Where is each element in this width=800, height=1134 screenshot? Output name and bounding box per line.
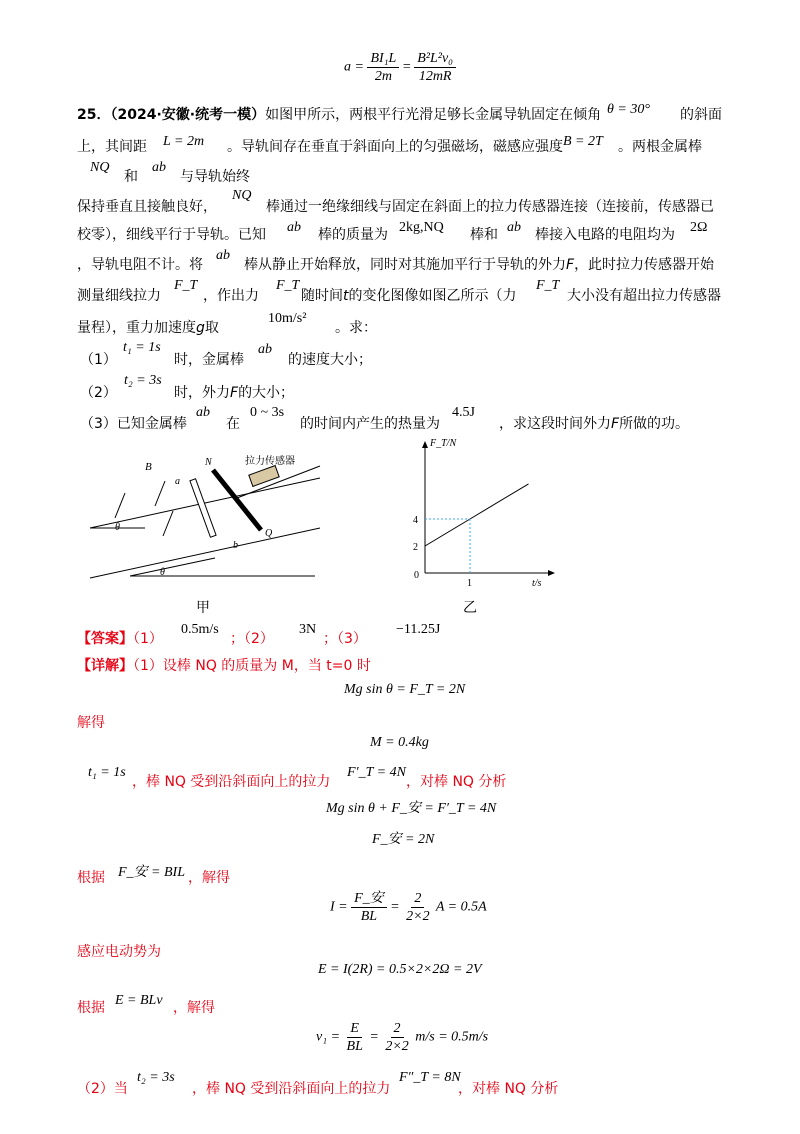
detail-text: 解得 [77, 715, 105, 731]
rod-nq: NQ [90, 160, 110, 175]
equation-7: v₁ = $\frac{E}{BL}$ = $\frac{2}{2\times 2}$ m/s = 0.5m/s [316, 1021, 489, 1054]
text-fragment: 。求： [335, 320, 377, 336]
equation-1: Mg sin θ = F_T = 2N [344, 682, 466, 697]
y-tick-label: 4 [413, 515, 418, 526]
label-n: N [205, 457, 212, 468]
figure-right-caption: 乙 [463, 600, 477, 616]
rod-ab-shape [190, 479, 216, 537]
text-fragment: 时，外力F的大小； [174, 385, 295, 401]
resistance-value: 2Ω [690, 220, 708, 235]
text-fragment: 棒通过一绝缘细线与固定在斜面上的拉力传感器连接（连接前，传感器已 [266, 199, 714, 215]
tension-time-chart [400, 438, 560, 588]
detail-text: 根据 [77, 870, 105, 886]
equation-5: I = $\frac{\text{F\_安}}{BL}$ = $\frac{2}{2\times 2}$ A = 0.5A [330, 891, 487, 924]
distance-value: L = 2m [163, 134, 205, 149]
rail-line [90, 528, 320, 578]
emf-formula: E = BLv [115, 993, 163, 1008]
time-value: t₂ = 3s [137, 1070, 175, 1085]
question-3: （3）已知金属棒 [80, 416, 187, 432]
string-line [237, 466, 320, 498]
figure-rails-diagram [85, 448, 325, 618]
text-fragment: 棒和 [470, 227, 498, 243]
question-2: （2） [80, 385, 117, 401]
text-fragment: 的速度大小； [288, 352, 372, 368]
text-fragment: ，作出力 [203, 288, 259, 304]
answer-2: 3N [299, 622, 317, 637]
text-fragment: 与导轨始终 [180, 169, 250, 185]
b-arrow [155, 481, 165, 506]
field-value: B = 2T [563, 134, 603, 149]
text-fragment: 时，金属棒 [174, 352, 244, 368]
series-line [425, 484, 529, 546]
label-theta: θ [115, 522, 120, 533]
x-tick-label: 1 [467, 578, 472, 588]
y-axis-label: F_T/N [430, 438, 457, 449]
gravity-value: 10m/s² [268, 311, 307, 326]
detail-text: ，解得 [173, 1000, 215, 1016]
b-arrow [115, 493, 125, 518]
answer-3: −11.25J [396, 622, 441, 637]
rod-ab: ab [287, 220, 301, 235]
top-formula: a = $\frac{\text{BI₁L}}{2m}$ = $\frac{\text{B²L²v₀}}{12mR}$ [344, 50, 456, 85]
equation-3: Mg sin θ + F_安 = F′_T = 4N [326, 801, 497, 816]
ampere-formula: F_安 = BIL [118, 865, 185, 880]
rod-ab: ab [258, 342, 272, 357]
text-fragment: 棒的质量为 [318, 227, 388, 243]
text-fragment: ，求这段时间外力F所做的功。 [499, 416, 690, 432]
equation-6: E = I(2R) = 0.5×2×2Ω = 2V [318, 962, 482, 977]
detail-text: （2）当 [77, 1081, 128, 1097]
time-value: t₁ = 1s [88, 765, 126, 780]
detail-text: ，棒 NQ 受到沿斜面向上的拉力 [132, 774, 331, 790]
detail-text: 感应电动势为 [77, 944, 161, 960]
detail-intro: 【详解】（1）设棒 NQ 的质量为 M，当 t=0 时 [77, 658, 371, 674]
text-fragment: 上，其间距 [77, 139, 147, 155]
tension-symbol: F_T [276, 278, 300, 293]
text-fragment: 棒从静止开始释放，同时对其施加平行于导轨的外力F，此时拉力传感器开始 [244, 257, 715, 273]
label-b-end: b [233, 540, 238, 551]
label-a: a [175, 476, 180, 487]
tension-value: F″_T = 8N [399, 1070, 461, 1085]
answer-line: 【答案】（1） [77, 631, 163, 647]
mass-value: 2kg,NQ [399, 220, 444, 235]
tension-symbol: F_T [174, 278, 198, 293]
tension-value: F′_T = 4N [347, 765, 406, 780]
text-fragment: 。导轨间存在垂直于斜面向上的匀强磁场，磁感应强度 [227, 139, 563, 155]
x-axis-label: t/s [532, 578, 542, 588]
x-axis-arrow [548, 570, 555, 576]
label-q: Q [265, 528, 273, 539]
theta-value: θ = 30° [607, 102, 650, 117]
detail-text: ，解得 [188, 870, 230, 886]
text-fragment: 校零），细线平行于导轨。已知 [77, 227, 266, 243]
equation-4: F_安 = 2N [372, 832, 435, 847]
text-fragment: 的斜面 [680, 107, 722, 123]
problem-line-1: 25．（2024·安徽·统考一模）如图甲所示，两根平行光滑足够长金属导轨固定在倾角 [77, 107, 602, 123]
detail-text: ，棒 NQ 受到沿斜面向上的拉力 [192, 1081, 391, 1097]
tension-symbol: F_T [536, 278, 560, 293]
time-range: 0 ~ 3s [250, 405, 285, 420]
text-fragment: 测量细线拉力 [77, 288, 161, 304]
text-fragment: 量程），重力加速度g取 [77, 320, 219, 336]
time-value: t₂ = 3s [124, 373, 162, 388]
answer-separator: ；（2） [230, 631, 274, 647]
b-arrow [163, 511, 173, 536]
label-theta: θ [160, 567, 165, 578]
text-fragment: 棒接入电路的电阻均为 [535, 227, 675, 243]
text-fragment: ，导轨电阻不计。将 [77, 257, 203, 273]
text-fragment: 随时间t的变化图像如图乙所示（力 [301, 288, 517, 304]
label-b-field: B [145, 461, 152, 473]
origin-label: 0 [414, 570, 419, 581]
y-axis-arrow [422, 441, 428, 448]
text-fragment: 在 [226, 416, 240, 432]
detail-text: ，对棒 NQ 分析 [406, 774, 507, 790]
text-fragment: 。两根金属棒 [618, 139, 702, 155]
figure-left-caption: 甲 [196, 600, 210, 616]
time-value: t₁ = 1s [123, 340, 161, 355]
y-tick-label: 2 [413, 542, 418, 553]
answer-1: 0.5m/s [181, 622, 219, 637]
rod-nq: NQ [232, 188, 252, 203]
rod-ab: ab [507, 220, 521, 235]
rod-ab: ab [152, 160, 166, 175]
text-fragment: 的时间内产生的热量为 [300, 416, 440, 432]
answer-separator: ；（3） [323, 631, 367, 647]
heat-value: 4.5J [452, 405, 475, 420]
text-fragment: 保持垂直且接触良好， [77, 199, 217, 215]
question-1: （1） [80, 352, 117, 368]
rod-ab: ab [216, 248, 230, 263]
label-sensor: 拉力传感器 [245, 456, 295, 467]
rod-ab: ab [196, 405, 210, 420]
detail-text: 根据 [77, 1000, 105, 1016]
text-fragment: 和 [124, 169, 138, 185]
detail-text: ，对棒 NQ 分析 [458, 1081, 559, 1097]
equation-2: M = 0.4kg [370, 735, 429, 750]
text-fragment: 大小没有超出拉力传感器 [567, 288, 721, 304]
